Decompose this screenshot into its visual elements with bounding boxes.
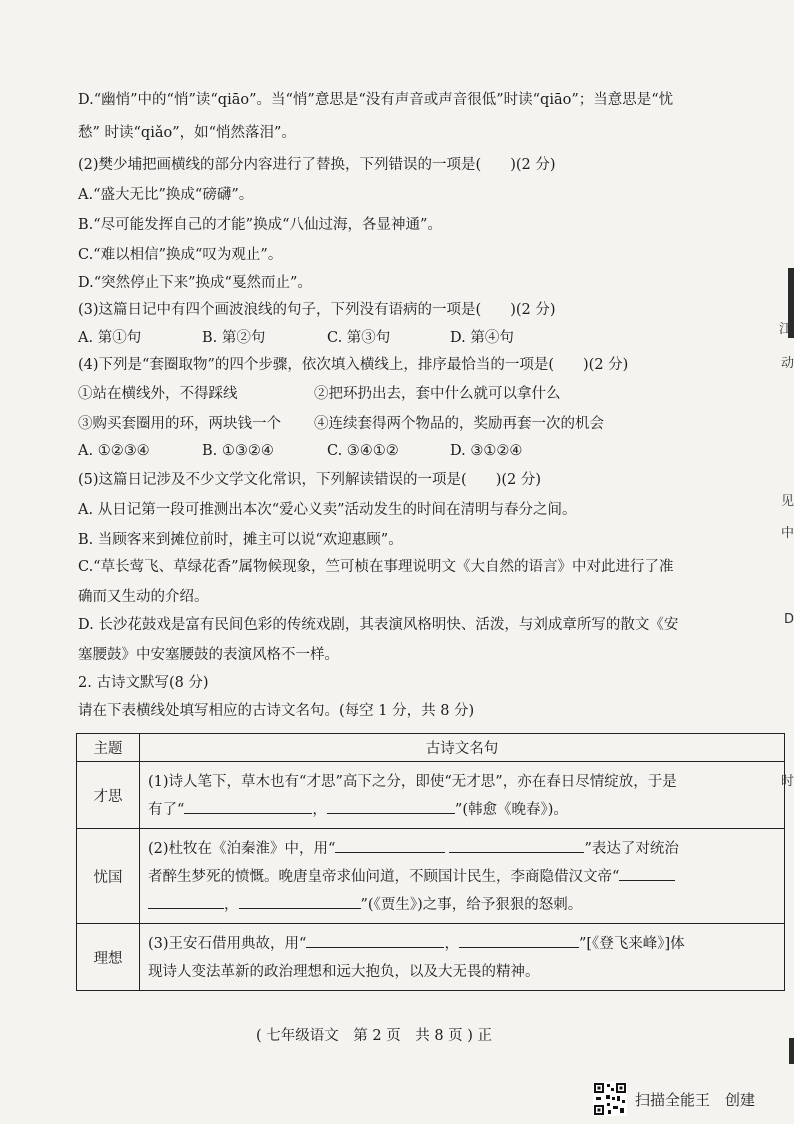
table-row <box>77 924 785 991</box>
section-2-instruction: 请在下表横线处填写相应的古诗文名句。(每空 1 分，共 8 分) <box>78 703 475 719</box>
row-content-talent <box>140 762 785 829</box>
edge-char: 见 <box>780 494 794 509</box>
option-d-pronunciation: D.“幽悄”中的“悄”读“qiāo”。当“悄”意思是“没有声音或声音很低”时读“qiāo”；当意思是“忧 <box>78 92 674 108</box>
q2-option-c: C.“难以相信”换成“叹为观止”。 <box>78 247 283 263</box>
edge-mark <box>789 1038 794 1064</box>
row1-source: ”(韩愈《晚春》)。 <box>454 802 568 818</box>
q3-option-b: B. 第②句 <box>202 330 266 346</box>
scanner-watermark <box>593 1082 755 1116</box>
q5-option-b: B. 当顾客来到摊位前时，摊主可以说“欢迎惠顾”。 <box>78 532 403 548</box>
header-theme: 主题 <box>77 734 140 762</box>
q3-option-d: D. 第④句 <box>450 330 514 346</box>
answer-blank[interactable] <box>449 838 584 853</box>
page-footer: ( 七年级语文 第 2 页 共 8 页 ) 正 <box>256 1028 493 1044</box>
row2-source: ”(《贾生》)之事，给予狠狠的怒刺。 <box>360 897 583 913</box>
q4-step-1: ①站在横线外，不得踩线 <box>78 386 238 402</box>
edge-char: 江 <box>778 322 792 337</box>
row-theme-patriotism: 忧国 <box>77 829 140 924</box>
q5-option-a: A. 从日记第一段可推测出本次“爱心义卖”活动发生的时间在清明与春分之间。 <box>78 502 577 518</box>
answer-blank[interactable] <box>306 933 444 948</box>
scanner-label: 扫描全能王 创建 <box>635 1090 756 1109</box>
row3-source: ”[《登飞来峰》]体 <box>578 936 685 952</box>
edge-char: 动 <box>780 356 794 371</box>
question-5: (5)这篇日记涉及不少文学文化常识，下列解读错误的一项是( )(2 分) <box>78 472 541 488</box>
answer-blank[interactable] <box>459 933 579 948</box>
table-header <box>77 734 785 762</box>
row2-line2 <box>148 863 776 891</box>
row2-comma: ， <box>224 897 239 913</box>
row2-text: (2)杜牧在《泊秦淮》中，用“ <box>148 841 336 857</box>
q4-options <box>78 441 522 461</box>
q4-option-c: C. ③④①② <box>327 443 399 459</box>
q4-step-2: ②把环扔出去，套中什么就可以拿什么 <box>314 386 561 402</box>
row1-line2 <box>148 796 776 824</box>
row-theme-ideal: 理想 <box>77 924 140 991</box>
header-lines: 古诗文名句 <box>140 734 785 762</box>
q4-option-b: B. ①③②④ <box>202 443 274 459</box>
answer-blank[interactable] <box>239 894 361 909</box>
answer-blank[interactable] <box>335 838 445 853</box>
row3-line2: 现诗人变法革新的政治理想和远大抱负，以及大无畏的精神。 <box>148 964 540 980</box>
qr-code-icon <box>593 1082 627 1116</box>
q4-option-d: D. ③①②④ <box>450 443 523 459</box>
option-d-pronunciation-cont: 愁” 时读“qiǎo”，如“悄然落泪”。 <box>78 125 296 141</box>
row3-comma: ， <box>444 936 459 952</box>
q3-option-c: C. 第③句 <box>327 330 391 346</box>
q2-option-d: D.“突然停止下来”换成“戛然而止”。 <box>78 275 312 291</box>
table-row <box>77 762 785 829</box>
q2-option-b: B.“尽可能发挥自己的才能”换成“八仙过海，各显神通”。 <box>78 217 442 233</box>
answer-blank[interactable] <box>619 866 675 881</box>
row-content-patriotism <box>140 829 785 924</box>
row2-text: ”表达了对统治 <box>584 841 679 857</box>
q5-option-d: D. 长沙花鼓戏是富有民间色彩的传统戏剧，其表演风格明快、活泼，与刘成章所写的散文《安 <box>78 617 679 633</box>
row-content-ideal <box>140 924 785 991</box>
edge-char: 中 <box>780 526 794 541</box>
question-3: (3)这篇日记中有四个画波浪线的句子，下列没有语病的一项是( )(2 分) <box>78 302 556 318</box>
question-2: (2)樊少埔把画横线的部分内容进行了替换，下列错误的一项是( )(2 分) <box>78 157 556 173</box>
q3-option-a: A. 第①句 <box>78 330 142 346</box>
answer-blank[interactable] <box>184 799 312 814</box>
edge-char: D <box>783 612 794 627</box>
row2-line1 <box>148 835 776 863</box>
row2-line3 <box>148 891 776 919</box>
q5-option-d-cont: 塞腰鼓》中安塞腰鼓的表演风格不一样。 <box>78 647 339 663</box>
question-4: (4)下列是“套圈取物”的四个步骤，依次填入横线上，排序最恰当的一项是( )(2 分) <box>78 357 629 373</box>
section-2-title: 2. 古诗文默写(8 分) <box>78 675 209 691</box>
poem-table <box>76 733 785 991</box>
q3-options <box>78 328 514 348</box>
answer-blank[interactable] <box>327 799 455 814</box>
table-row <box>77 829 785 924</box>
row2-text: 者醉生梦死的愤慨。晚唐皇帝求仙问道，不顾国计民生，李商隐借汉文帝“ <box>148 869 620 885</box>
q4-step-3: ③购买套圈用的环，两块钱一个 <box>78 416 281 432</box>
row3-text: (3)王安石借用典故，用“ <box>148 936 307 952</box>
q5-option-c: C.“草长莺飞、草绿花香”属物候现象，竺可桢在事理说明文《大自然的语言》中对此进行了准 <box>78 559 674 575</box>
row3-line1 <box>148 930 776 958</box>
answer-blank[interactable] <box>148 894 224 909</box>
q5-option-c-cont: 确而又生动的介绍。 <box>78 589 209 605</box>
q4-option-a: A. ①②③④ <box>78 443 150 459</box>
row1-line1: (1)诗人笔下，草木也有“才思”高下之分，即使“无才思”，亦在春日尽情绽放，于是 <box>148 774 677 790</box>
row1-text: 有了“ <box>148 802 185 818</box>
q4-step-4: ④连续套得两个物品的，奖励再套一次的机会 <box>314 416 604 432</box>
q2-option-a: A.“盛大无比”换成“磅礴”。 <box>78 187 254 203</box>
row-theme-talent: 才思 <box>77 762 140 829</box>
q4-steps-row2 <box>78 414 604 434</box>
edge-char: 时 <box>780 774 794 789</box>
row1-comma: ， <box>312 802 327 818</box>
q4-steps-row1 <box>78 384 561 404</box>
